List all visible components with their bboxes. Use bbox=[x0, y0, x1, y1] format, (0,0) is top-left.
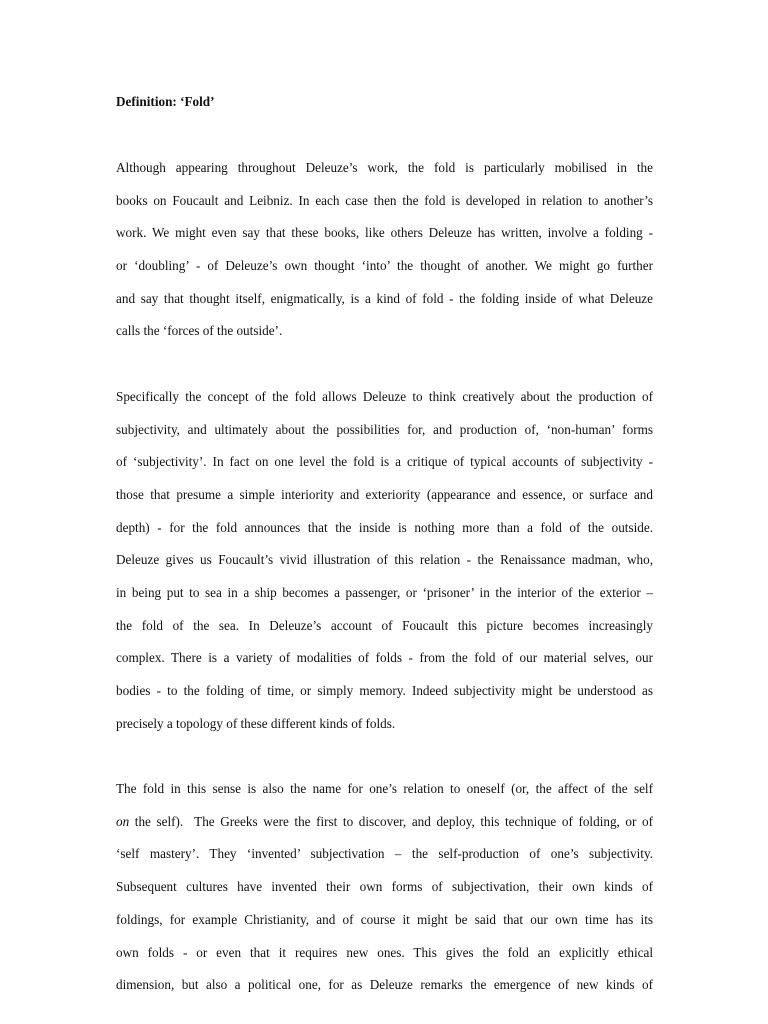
text-line-rest: the self). The Greeks were the first to discover, and deploy, this technique of folding, or of bbox=[134, 813, 653, 829]
text-line: of ‘subjectivity’. In fact on one level the fold is a critique of typical accounts of subjectivity - bbox=[116, 454, 653, 470]
text-line: the fold of the sea. In Deleuze’s account of Foucault this picture becomes increasingly bbox=[116, 617, 653, 633]
text-line: calls the ‘forces of the outside’. bbox=[116, 323, 283, 339]
text-line-with-italic bbox=[116, 806, 653, 839]
text-line: or ‘doubling’ - of Deleuze’s own thought ‘into’ the thought of another. We might go further bbox=[116, 258, 653, 274]
document-heading: Definition: ‘Fold’ bbox=[116, 94, 215, 109]
italic-word: on bbox=[116, 813, 130, 829]
text-line: complex. There is a variety of modalities of folds - from the fold of our material selves, our bbox=[116, 650, 653, 666]
text-line: foldings, for example Christianity, and of course it might be said that our own time has its bbox=[116, 911, 653, 927]
text-line: and say that thought itself, enigmatically, is a kind of fold - the folding inside of what Deleuze bbox=[116, 290, 653, 306]
text-line: Specifically the concept of the fold allows Deleuze to think creatively about the production of bbox=[116, 388, 653, 404]
text-line: in being put to sea in a ship becomes a passenger, or ‘prisoner’ in the interior of the exterior – bbox=[116, 584, 653, 600]
text-line: ‘self mastery’. They ‘invented’ subjectivation – the self-production of one’s subjectivity. bbox=[116, 846, 653, 862]
text-line: work. We might even say that these books, like others Deleuze has written, involve a folding - bbox=[116, 225, 653, 241]
text-line: bodies - to the folding of time, or simply memory. Indeed subjectivity might be understood as bbox=[116, 683, 653, 698]
text-line: dimension, but also a political one, for as Deleuze remarks the emergence of new kinds of bbox=[116, 977, 653, 993]
text-line: those that presume a simple interiority and exteriority (appearance and essence, or surface and bbox=[116, 486, 653, 502]
document-body bbox=[116, 88, 653, 1002]
text-line: Deleuze gives us Foucault’s vivid illustration of this relation - the Renaissance madman, who, bbox=[116, 552, 653, 568]
paragraph-3 bbox=[116, 773, 653, 1002]
text-line: Although appearing throughout Deleuze’s work, the fold is particularly mobilised in the bbox=[116, 160, 653, 175]
text-line: precisely a topology of these different kinds of folds. bbox=[116, 715, 396, 731]
text-line: books on Foucault and Leibniz. In each case then the fold is developed in relation to another’s bbox=[116, 192, 653, 208]
text-line: own folds - or even that it requires new ones. This gives the fold an explicitly ethical bbox=[116, 944, 653, 960]
text-line: subjectivity, and ultimately about the possibilities for, and production of, ‘non-human’ forms bbox=[116, 421, 653, 437]
paragraph-2 bbox=[116, 381, 653, 741]
paragraph-1 bbox=[116, 152, 653, 348]
text-line: Subsequent cultures have invented their own forms of subjectivation, their own kinds of bbox=[116, 879, 653, 895]
text-line: The fold in this sense is also the name for one’s relation to oneself (or, the affect of the self bbox=[116, 781, 653, 797]
text-line: depth) - for the fold announces that the inside is nothing more than a fold of the outside. bbox=[116, 519, 653, 535]
